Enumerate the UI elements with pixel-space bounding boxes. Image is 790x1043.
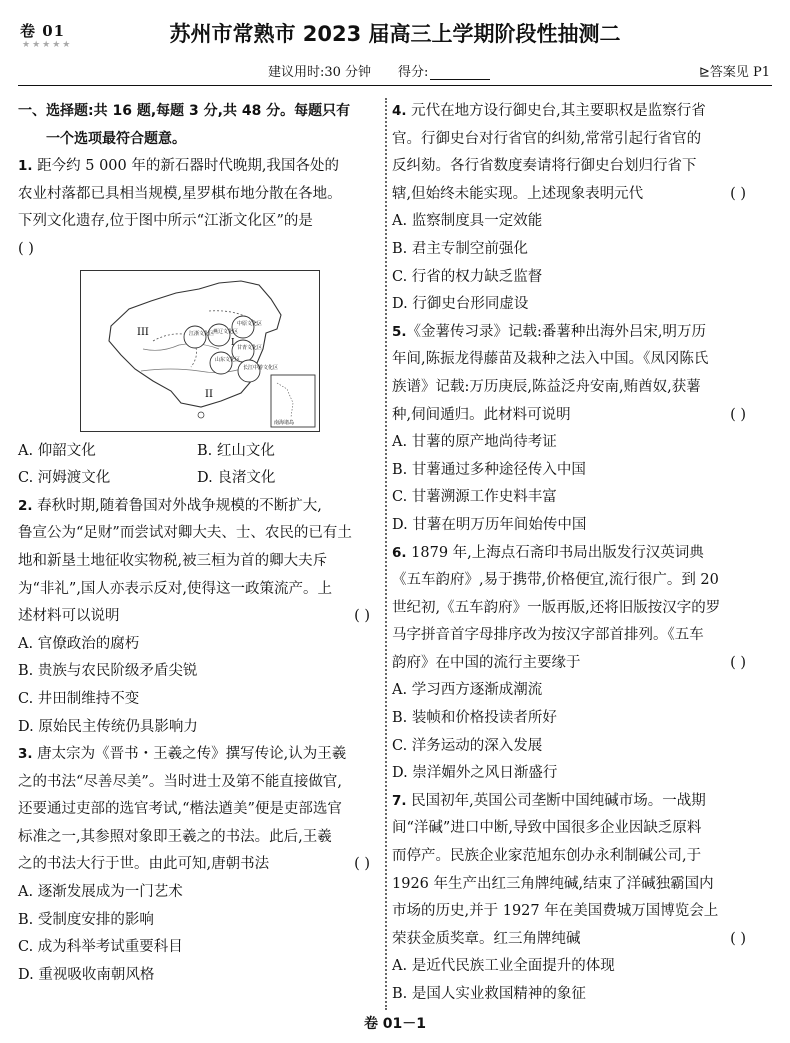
q7-number: 7. — [392, 792, 407, 809]
q6-option-c[interactable]: C. 洋务运动的深入发展 — [392, 737, 543, 754]
q5-option-b[interactable]: B. 甘薯通过多种途径传入中国 — [392, 461, 586, 478]
q3-option-b[interactable]: B. 受制度安排的影响 — [18, 911, 154, 928]
culture-circle-6 — [238, 360, 260, 382]
q3-text-2: 之的书法“尽善尽美”。当时进士及第不能直接做官, — [18, 773, 342, 790]
q2-text-4: 为“非礼”,国人亦表示反对,使得这一政策流产。上 — [18, 580, 333, 597]
q2-option-d[interactable]: D. 原始民主传统仍具影响力 — [18, 718, 198, 735]
q3-answer-bracket: ( ) — [354, 856, 370, 873]
question-2 — [18, 493, 376, 741]
score-field — [398, 61, 490, 80]
circle4-label: 甘青文化区 — [237, 344, 263, 351]
q3-text-1: 唐太宗为《晋书・王羲之传》撰写传论,认为王羲 — [37, 746, 347, 763]
circle1-label: 江浙文化区 — [189, 330, 215, 337]
q4-option-c[interactable]: C. 行省的权力缺乏监督 — [392, 268, 543, 285]
right-column — [392, 98, 752, 1009]
q5-text-1: 《金薯传习录》记载:番薯种出海外吕宋,明万历 — [406, 323, 707, 340]
q7-text-4: 1926 年生产出红三角牌纯碱,结束了洋碱独霸国内 — [392, 875, 714, 892]
q2-answer-bracket: ( ) — [354, 608, 370, 625]
q6-text-5-content: 韵府》在中国的流行主要缘于 — [392, 654, 581, 671]
q5-answer-bracket: ( ) — [730, 406, 746, 423]
q7-text-1: 民国初年,英国公司垄断中国纯碱市场。一战期 — [411, 792, 706, 809]
q6-text-2: 《五车韵府》,易于携带,价格便宜,流行很广。到 20 — [392, 572, 719, 589]
question-7 — [392, 788, 752, 1009]
q7-text-6 — [392, 926, 752, 954]
q6-line — [392, 540, 752, 568]
suggested-time: 建议用时:30 分钟 — [268, 65, 372, 80]
q1-text-2: 农业村落都已具相当规模,星罗棋布地分散在各地。 — [18, 185, 342, 202]
q4-option-b[interactable]: B. 君主专制空前强化 — [392, 240, 528, 257]
q2-option-b[interactable]: B. 贵族与农民阶级矛盾尖锐 — [18, 663, 198, 680]
q2-text-3: 地和新垦土地征收实物税,被三桓为首的卿大夫斥 — [18, 552, 328, 569]
q2-text-2: 鲁宣公为“足财”而尝试对卿大夫、士、农民的已有土 — [18, 525, 352, 542]
question-6 — [392, 540, 752, 788]
inset-label: 南海诸岛 — [274, 419, 295, 426]
q3-text-3: 还要通过吏部的选官考试,“楷法遒美”便是吏部选官 — [18, 801, 342, 818]
region-iii-label: III — [137, 326, 149, 338]
china-culture-map — [80, 270, 320, 432]
section-heading-cont: 一个选项最符合题意。 — [46, 130, 186, 147]
q1-options-row1 — [18, 438, 376, 466]
q6-number: 6. — [392, 544, 407, 561]
circle6-label: 长江中游文化区 — [243, 364, 279, 371]
region-i-label: I — [231, 337, 235, 348]
page-title: 苏州市常熟市 2023 届高三上学期阶段性抽测二 — [169, 22, 621, 46]
q4-line — [392, 98, 752, 126]
island-hainan — [198, 412, 204, 418]
q3-option-a[interactable]: A. 逐渐发展成为一门艺术 — [18, 884, 183, 901]
score-label: 得分: — [398, 65, 429, 80]
yellow-river — [143, 343, 219, 350]
q6-text-5 — [392, 650, 752, 678]
china-map-graphic — [81, 271, 319, 431]
header-divider — [18, 85, 772, 86]
q5-option-c[interactable]: C. 甘薯溯源工作史料丰富 — [392, 489, 557, 506]
q3-text-5 — [18, 851, 376, 879]
q2-number: 2. — [18, 497, 33, 514]
q7-line — [392, 788, 752, 816]
q7-text-5: 市场的历史,并于 1927 年在美国费城万国博览会上 — [392, 903, 719, 920]
q1-text-3: 下列文化遗存,位于图中所示“江浙文化区”的是 — [18, 213, 313, 230]
q1-option-a[interactable]: A. 仰韶文化 — [18, 442, 96, 459]
q6-text-4: 马字拼音首字母排序改为按汉字部首排列。《五车 — [392, 627, 704, 644]
q3-option-d[interactable]: D. 重视吸收南朝风格 — [18, 966, 155, 983]
q1-option-d[interactable]: D. 良渚文化 — [197, 470, 276, 487]
section-heading: 一、选择题:共 16 题,每题 3 分,共 48 分。每题只有 — [18, 103, 351, 119]
q6-option-a[interactable]: A. 学习西方逐渐成潮流 — [392, 682, 543, 699]
q4-text-4-content: 辖,但始终未能实现。上述现象表明元代 — [392, 185, 644, 202]
culture-circle-5 — [210, 352, 232, 374]
q2-option-a[interactable]: A. 官僚政治的腐朽 — [18, 635, 140, 652]
column-divider — [385, 98, 387, 1010]
q4-text-3: 反纠劾。各行省数度奏请将行御史台划归行省下 — [392, 158, 697, 175]
star-decoration-icon: ★★★★★ — [22, 40, 73, 50]
q1-line — [18, 153, 376, 181]
answer-reference: ⊵答案见 P1 — [698, 65, 770, 80]
q4-text-4 — [392, 181, 752, 209]
q1-option-c[interactable]: C. 河姆渡文化 — [18, 470, 111, 487]
circle5-label: 山东文化区 — [215, 356, 241, 363]
q6-option-d[interactable]: D. 崇洋媚外之风日渐盛行 — [392, 765, 558, 782]
q1-text-1: 距今约 5 000 年的新石器时代晚期,我国各处的 — [37, 158, 339, 175]
question-5 — [392, 319, 752, 540]
q1-option-b[interactable]: B. 红山文化 — [197, 442, 275, 459]
q7-option-a[interactable]: A. 是近代民族工业全面提升的体现 — [392, 958, 615, 975]
q1-options-row2 — [18, 465, 376, 493]
volume-tag: 卷 01 — [20, 22, 66, 40]
q2-text-5-content: 述材料可以说明 — [18, 608, 120, 625]
q6-answer-bracket: ( ) — [730, 654, 746, 671]
q2-option-c[interactable]: C. 井田制维持不变 — [18, 690, 140, 707]
q4-option-a[interactable]: A. 监察制度具一定效能 — [392, 213, 543, 230]
q5-text-4-content: 种,伺间遁归。此材料可说明 — [392, 406, 571, 423]
q3-text-4: 标准之一,其参照对象即王羲之的书法。此后,王羲 — [18, 828, 332, 845]
question-3 — [18, 741, 376, 989]
q4-text-2: 官。行御史台对行省官的纠劾,常常引起行省官的 — [392, 130, 702, 147]
q5-option-a[interactable]: A. 甘薯的原产地尚待考证 — [392, 434, 557, 451]
q4-answer-bracket: ( ) — [730, 185, 746, 202]
question-1 — [18, 153, 376, 493]
q1-answer-bracket: ( ) — [18, 240, 34, 257]
q5-number: 5. — [392, 323, 407, 340]
culture-circle-1 — [184, 326, 206, 348]
q2-line — [18, 493, 376, 521]
circle3-label: 中原文化区 — [237, 320, 263, 327]
score-blank — [430, 65, 490, 80]
q5-text-4 — [392, 402, 752, 430]
q7-text-6-content: 荣获金质奖章。红三角牌纯碱 — [392, 930, 581, 947]
q5-option-d[interactable]: D. 甘薯在明万历年间始传中国 — [392, 516, 587, 533]
q6-option-b[interactable]: B. 装帧和价格投读者所好 — [392, 710, 557, 727]
q3-text-5-content: 之的书法大行于世。由此可知,唐朝书法 — [18, 856, 270, 873]
q7-text-2: 间“洋碱”进口中断,导致中国很多企业因缺乏原料 — [392, 820, 702, 837]
q7-answer-bracket: ( ) — [730, 930, 746, 947]
q5-line — [392, 319, 752, 347]
q3-option-c[interactable]: C. 成为科举考试重要科目 — [18, 939, 183, 956]
q6-text-1: 1879 年,上海点石斋印书局出版发行汉英词典 — [411, 544, 704, 561]
q3-number: 3. — [18, 746, 33, 763]
q6-text-3: 世纪初,《五车韵府》一版再版,还将旧版按汉字的罗 — [392, 599, 721, 616]
circle2-label: 燕辽文化区 — [213, 328, 239, 335]
left-column — [18, 98, 376, 989]
q2-text-5 — [18, 603, 376, 631]
q4-text-1: 元代在地方设行御史台,其主要职权是监察行省 — [411, 103, 706, 119]
q4-number: 4. — [392, 103, 407, 119]
region-ii-label: II — [205, 388, 213, 400]
q7-option-b[interactable]: B. 是国人实业救国精神的象征 — [392, 986, 586, 1002]
q4-option-d[interactable]: D. 行御史台形同虚设 — [392, 296, 529, 313]
q2-text-1: 春秋时期,随着鲁国对外战争规模的不断扩大, — [37, 497, 322, 514]
q1-number: 1. — [18, 158, 33, 175]
q5-text-3: 族谱》记载:万历庚辰,陈益泛舟安南,贿酋奴,获薯 — [392, 378, 701, 395]
q3-line — [18, 741, 376, 769]
q7-text-3: 而停产。民族企业家范旭东创办永利制碱公司,于 — [392, 848, 702, 865]
page-footer: 卷 01－1 — [363, 1016, 427, 1032]
question-4 — [392, 98, 752, 319]
q5-text-2: 年间,陈振龙得藤苗及栽种之法入中国。《凤冈陈氏 — [392, 351, 709, 368]
